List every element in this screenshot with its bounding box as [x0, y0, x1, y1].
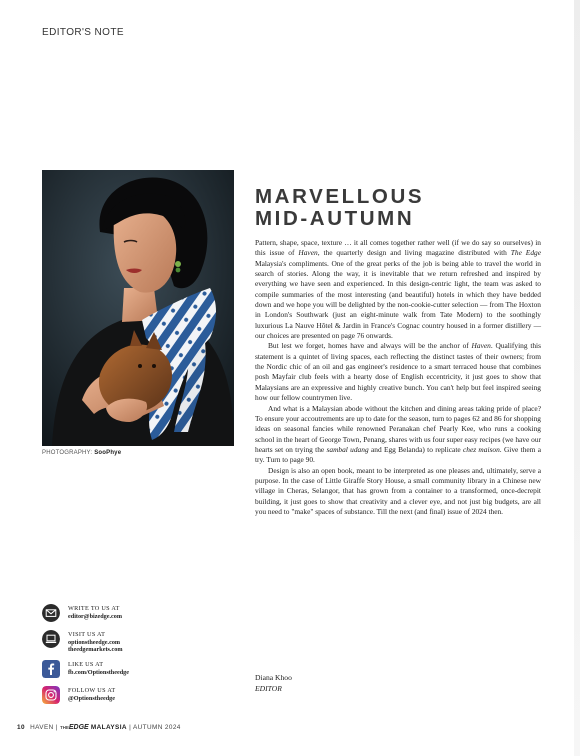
- contact-website-label: VISIT US AT: [68, 631, 106, 638]
- publisher-name-italic: The Edge: [510, 248, 541, 258]
- paragraph-1: [255, 238, 541, 341]
- paragraph-3-text-b: and Egg Belanda) to replicate: [368, 444, 463, 454]
- photo-credit: [42, 450, 121, 456]
- laptop-icon: [42, 630, 60, 648]
- page-footer: [17, 724, 181, 731]
- page-number: 10: [17, 724, 25, 731]
- contact-instagram-label: FOLLOW US AT: [68, 687, 116, 694]
- magazine-name-italic: Haven: [471, 341, 491, 351]
- photo-credit-label: PHOTOGRAPHY:: [42, 450, 93, 456]
- footer-separator: |: [129, 724, 132, 731]
- paragraph-2-text-b: . Qualifying this statement is a quintet of living spaces, each reflecting the distinct tastes of their owners; from the Nordic chic of an oil and gas engineer's residence to a smart terraced house that combines posh Mayfair club feels with a hearty dose of English eccentricity, it just goes to show that Malaysians are an expressive and highly creative bunch. You can't help but feel inspired seeing how our fellow countrymen live.: [255, 341, 541, 403]
- contact-email[interactable]: [42, 604, 232, 626]
- contact-website-value-1[interactable]: optionstheedge.com: [68, 638, 121, 646]
- contact-instagram-value[interactable]: @Optionstheedge: [68, 694, 116, 702]
- editor-role: EDITOR: [255, 683, 282, 693]
- paragraph-3: [255, 404, 541, 466]
- dish-name-italic: sambal udang: [326, 444, 369, 454]
- section-label: EDITOR'S NOTE: [42, 27, 124, 38]
- contact-email-label: WRITE TO US AT: [68, 605, 120, 612]
- magazine-name: HAVEN: [30, 724, 54, 731]
- footer-separator: |: [55, 724, 58, 731]
- publisher-edge: EDGE: [68, 724, 89, 731]
- paragraph-4: Design is also an open book, meant to be interpreted as one pleases and, ultimately, serve a purpose. In the case of Little Giraffe Story House, a small community library in a Chinese new village in Cheras, Selangor, that has grown from a container to a transformed, once-decrepit building, it just goes to show that creativity and a clever eye, and not just big budgets, are all you need to "make" spaces of substance. Till the next (and final) issue of 2024 then.: [255, 465, 541, 516]
- facebook-icon: [42, 660, 60, 678]
- contact-email-value[interactable]: editor@bizedge.com: [68, 612, 123, 620]
- paragraph-1-text-c: Malaysia's compliments. One of the great perks of the job is being able to travel the world in search of stories. Along the way, it is inevitable that we return refreshed and inspired by everything we have seen and experienced. In this design-centric light, the team was asked to compile summaries of the most interesting (and beautiful) hotels in which they have bedded down and we hope you will be delighted by the non-cookie-cutter selection — from The Hoxton in London's Southwark (just an eight-minute walk from Tate Modern) to the soothingly luxurious La Nauve Hôtel & Jardin in France's Cognac country housed in a former distillery — our choices are presented on page 76 onwards.: [255, 258, 541, 341]
- headline: [255, 186, 424, 230]
- paragraph-3-text-c: . Give them a try. Turn to page 90.: [255, 444, 542, 465]
- publisher-the: THE: [60, 725, 69, 730]
- publisher-country: MALAYSIA: [90, 724, 127, 731]
- editor-portrait: [42, 170, 234, 446]
- editor-note-body: [255, 238, 541, 517]
- paragraph-3-text-a: And what is a Malaysian abode without the kitchen and dining areas taking pride of place? To ensure your accoutrements are up to date for the season, turn to pages 62 and 86 for shopping ideas on seasonal fancies while renowned Peranakan chef Pearly Kee, who runs a cooking school in the heart of George Town, Penang, shares with us four super easy recipes (we have our hearts set on trying the: [255, 403, 541, 454]
- contact-facebook-value[interactable]: fb.com/Optionstheedge: [68, 668, 130, 676]
- paragraph-2-text-a: But lest we forget, homes have and always will be the anchor of: [268, 341, 472, 351]
- paragraph-1-text-b: , the quarterly design and living magazine distributed with: [317, 248, 511, 258]
- instagram-icon: [42, 686, 60, 704]
- page-edge: [574, 0, 580, 756]
- contact-website-value-2[interactable]: theedgemarkets.com: [68, 646, 123, 654]
- contact-website[interactable]: [42, 630, 232, 658]
- paragraph-1-text-a: Pattern, shape, space, texture … it all comes together rather well (if we do say so ourselves) in this issue of: [255, 238, 541, 258]
- headline-line-2: MID-AUTUMN: [255, 207, 415, 230]
- contact-facebook[interactable]: [42, 660, 232, 682]
- editor-name: Diana Khoo: [255, 673, 292, 682]
- contact-instagram[interactable]: [42, 686, 232, 708]
- issue-label: AUTUMN 2024: [133, 724, 181, 731]
- contact-facebook-label: LIKE US AT: [68, 661, 104, 668]
- photographer-name: SooPhye: [94, 450, 122, 456]
- phrase-italic: chez maison: [462, 444, 500, 454]
- envelope-icon: [42, 604, 60, 622]
- signature: [255, 673, 292, 694]
- magazine-name-italic: Haven: [298, 248, 318, 258]
- headline-line-1: MARVELLOUS: [255, 185, 425, 208]
- paragraph-2: [255, 341, 541, 403]
